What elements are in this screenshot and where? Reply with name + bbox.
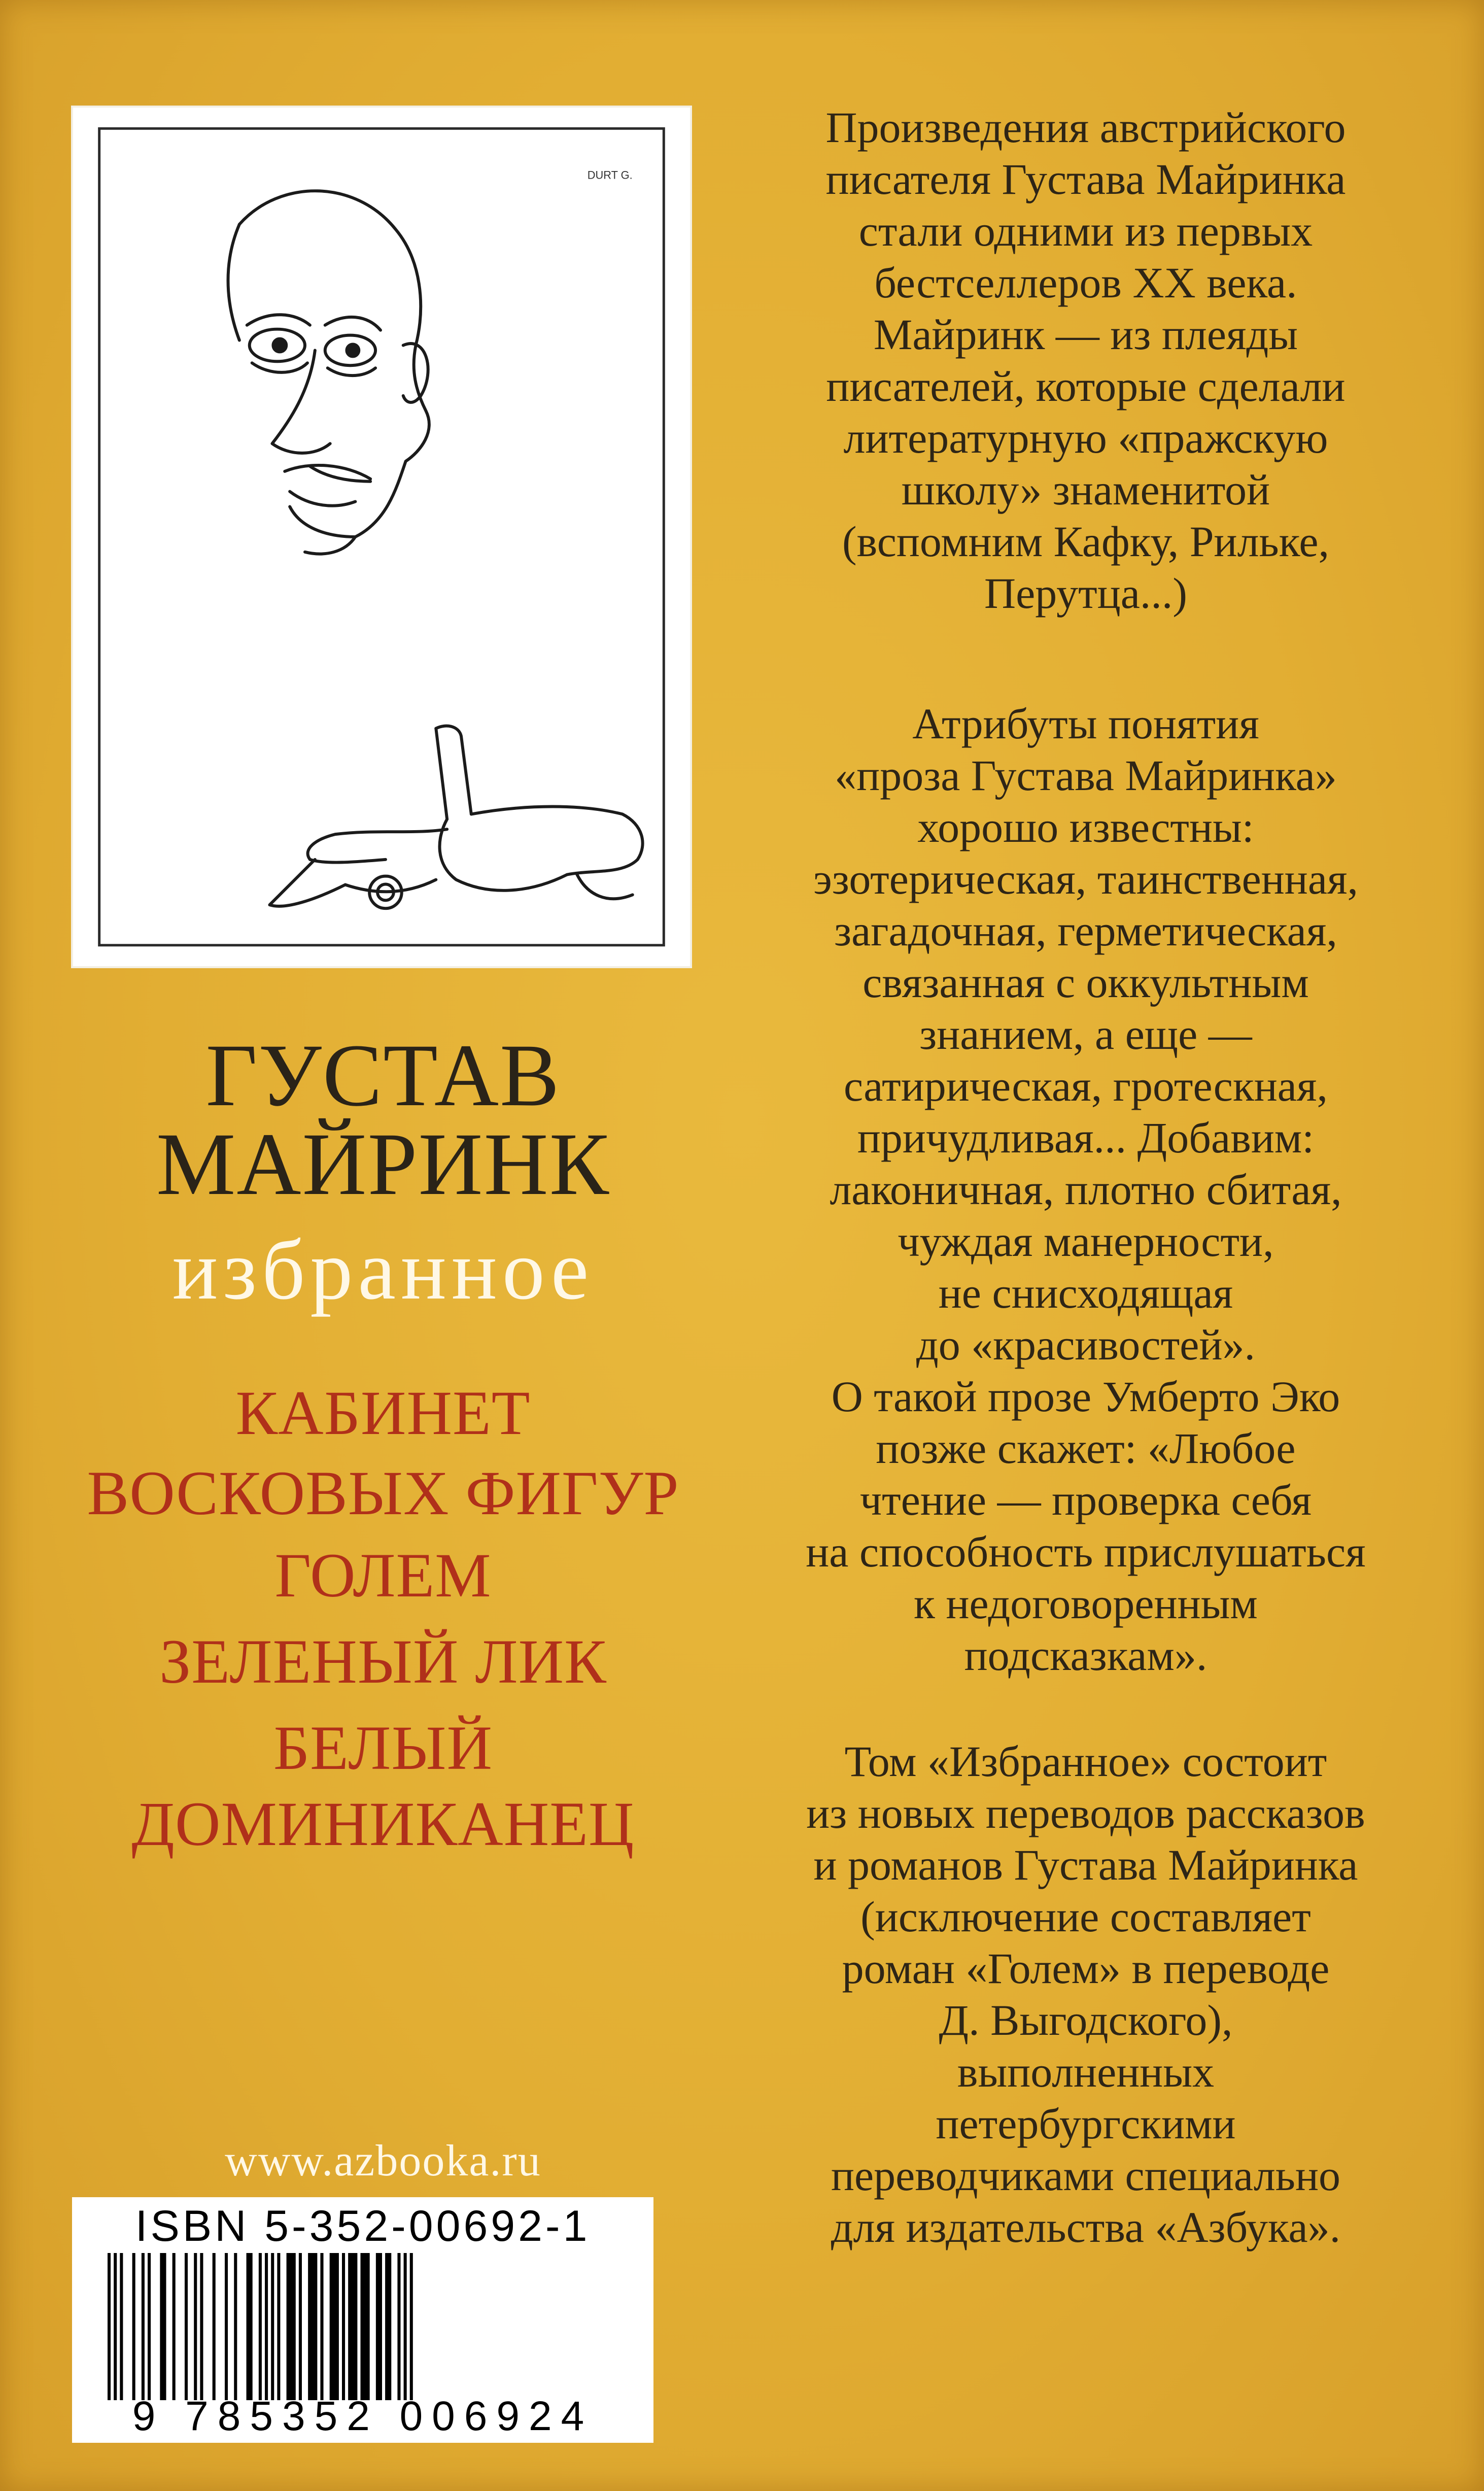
blurb-line: к недоговоренным xyxy=(914,1579,1258,1628)
blurb-line: чуждая манерности, xyxy=(898,1217,1274,1266)
blurb-line: для издательства «Азбука». xyxy=(831,2203,1341,2251)
blurb-line: Атрибуты понятия xyxy=(912,699,1259,748)
book-subtitle: избранное xyxy=(172,1223,594,1317)
barcode-bar xyxy=(194,2253,197,2400)
barcode-bar xyxy=(132,2253,135,2400)
barcode-bar xyxy=(247,2253,253,2400)
blurb-line: чтение — проверка себя xyxy=(859,1476,1312,1524)
blurb-line: Том «Избранное» состоит xyxy=(844,1737,1327,1786)
author-name-line2: МАЙРИНК xyxy=(156,1115,610,1214)
blurb-line: на способность прислушаться xyxy=(806,1527,1366,1576)
blurb-line: хорошо известны: xyxy=(917,803,1254,851)
barcode-bar xyxy=(308,2253,317,2400)
barcode-bars xyxy=(108,2253,640,2400)
work-title: КАБИНЕТ xyxy=(235,1378,531,1448)
blurb-line: не снисходящая xyxy=(938,1269,1233,1317)
barcode-bar xyxy=(287,2253,296,2400)
blurb-line: подсказкам». xyxy=(964,1631,1207,1680)
barcode-bar xyxy=(277,2253,280,2400)
barcode-bar xyxy=(160,2253,166,2400)
barcode-bar xyxy=(120,2253,123,2400)
blurb-line: (исключение составляет xyxy=(860,1892,1311,1941)
blurb-line: Перутца...) xyxy=(984,569,1188,618)
blurb-line: (вспомним Кафку, Рильке, xyxy=(842,517,1330,566)
barcode-bar xyxy=(185,2253,188,2400)
blurb-line: роман «Голем» в переводе xyxy=(842,1944,1330,1993)
barcode-bar xyxy=(234,2253,237,2400)
blurb-line: знанием, а еще — xyxy=(919,1010,1252,1059)
illustration-signature: DURT G. xyxy=(587,168,633,182)
blurb-line: загадочная, герметическая, xyxy=(834,906,1337,955)
barcode-bar xyxy=(376,2253,382,2400)
work-title: ГОЛЕМ xyxy=(274,1541,492,1610)
blurb-line: до «красивостей». xyxy=(916,1320,1255,1369)
blurb-line: Д. Выгодского), xyxy=(939,1996,1233,2044)
barcode-bar xyxy=(320,2253,323,2400)
barcode-bar xyxy=(271,2253,274,2400)
isbn-number: ISBN 5-352-00692-1 xyxy=(135,2202,591,2250)
blurb-line: школу» знаменитой xyxy=(901,465,1270,514)
blurb-line: писателей, которые сделали xyxy=(826,362,1345,411)
author-name-line1: ГУСТАВ xyxy=(205,1026,561,1125)
barcode-bar xyxy=(225,2253,228,2400)
barcode-bar xyxy=(330,2253,339,2400)
barcode-bar xyxy=(108,2253,111,2400)
barcode-bar xyxy=(397,2253,400,2400)
barcode-bar xyxy=(172,2253,176,2400)
isbn-barcode xyxy=(72,2197,653,2443)
blurb-paragraph-1 xyxy=(731,101,1441,619)
barcode-bar xyxy=(148,2253,151,2400)
work-title: ЗЕЛЕНЫЙ ЛИК xyxy=(159,1627,607,1696)
barcode-bar xyxy=(213,2253,216,2400)
barcode-bar xyxy=(299,2253,302,2400)
barcode-bar xyxy=(265,2253,268,2400)
blurb-line: сатирическая, гротескная, xyxy=(844,1062,1328,1110)
blurb-line: связанная с оккультным xyxy=(862,958,1309,1007)
blurb-line: литературную «пражскую xyxy=(843,414,1328,462)
blurb-line: причудливая... Добавим: xyxy=(857,1113,1315,1162)
work-title: ДОМИНИКАНЕЦ xyxy=(131,1789,635,1859)
blurb-line: Произведения австрийского xyxy=(825,103,1346,152)
barcode-bar xyxy=(410,2253,413,2400)
blurb-line: петербургскими xyxy=(936,2099,1236,2148)
barcode-bar xyxy=(385,2253,391,2400)
blurb-line: переводчиками специально xyxy=(831,2151,1341,2200)
barcode-bar xyxy=(142,2253,145,2400)
caricature-drawing xyxy=(73,108,690,966)
blurb-line: выполненных xyxy=(957,2048,1215,2096)
barcode-bar xyxy=(342,2253,345,2400)
blurb-line: лаконичная, плотно сбитая, xyxy=(830,1165,1342,1214)
caricature-portrait-illustration xyxy=(71,106,692,968)
blurb-line: позже скажет: «Любое xyxy=(876,1424,1296,1473)
blurb-line: О такой прозе Умберто Эко xyxy=(831,1372,1340,1421)
blurb-paragraph-3 xyxy=(731,1735,1441,2253)
barcode-bar xyxy=(348,2253,357,2400)
blurb-line: и романов Густава Майринка xyxy=(813,1840,1358,1889)
blurb-line: эзотерическая, таинственная, xyxy=(813,855,1359,903)
blurb-line: стали одними из первых xyxy=(858,207,1313,255)
ean-digits: 9 785352 006924 xyxy=(132,2393,594,2439)
blurb-line: Майринк — из плеяды xyxy=(873,310,1298,359)
barcode-bar xyxy=(259,2253,262,2400)
blurb-line: «проза Густава Майринка» xyxy=(835,751,1337,800)
blurb-line: из новых переводов рассказов xyxy=(806,1789,1365,1837)
work-title: ВОСКОВЫХ ФИГУР xyxy=(87,1458,679,1528)
barcode-bar xyxy=(200,2253,203,2400)
blurb-line: писателя Густава Майринка xyxy=(825,155,1346,203)
barcode-bar xyxy=(114,2253,117,2400)
barcode-bar xyxy=(404,2253,407,2400)
blurb-line: бестселлеров XX века. xyxy=(874,258,1297,307)
work-title: БЕЛЫЙ xyxy=(273,1713,493,1783)
publisher-website: www.azbooka.ru xyxy=(225,2136,541,2186)
barcode-bar xyxy=(360,2253,369,2400)
blurb-paragraph-2 xyxy=(731,698,1441,1681)
